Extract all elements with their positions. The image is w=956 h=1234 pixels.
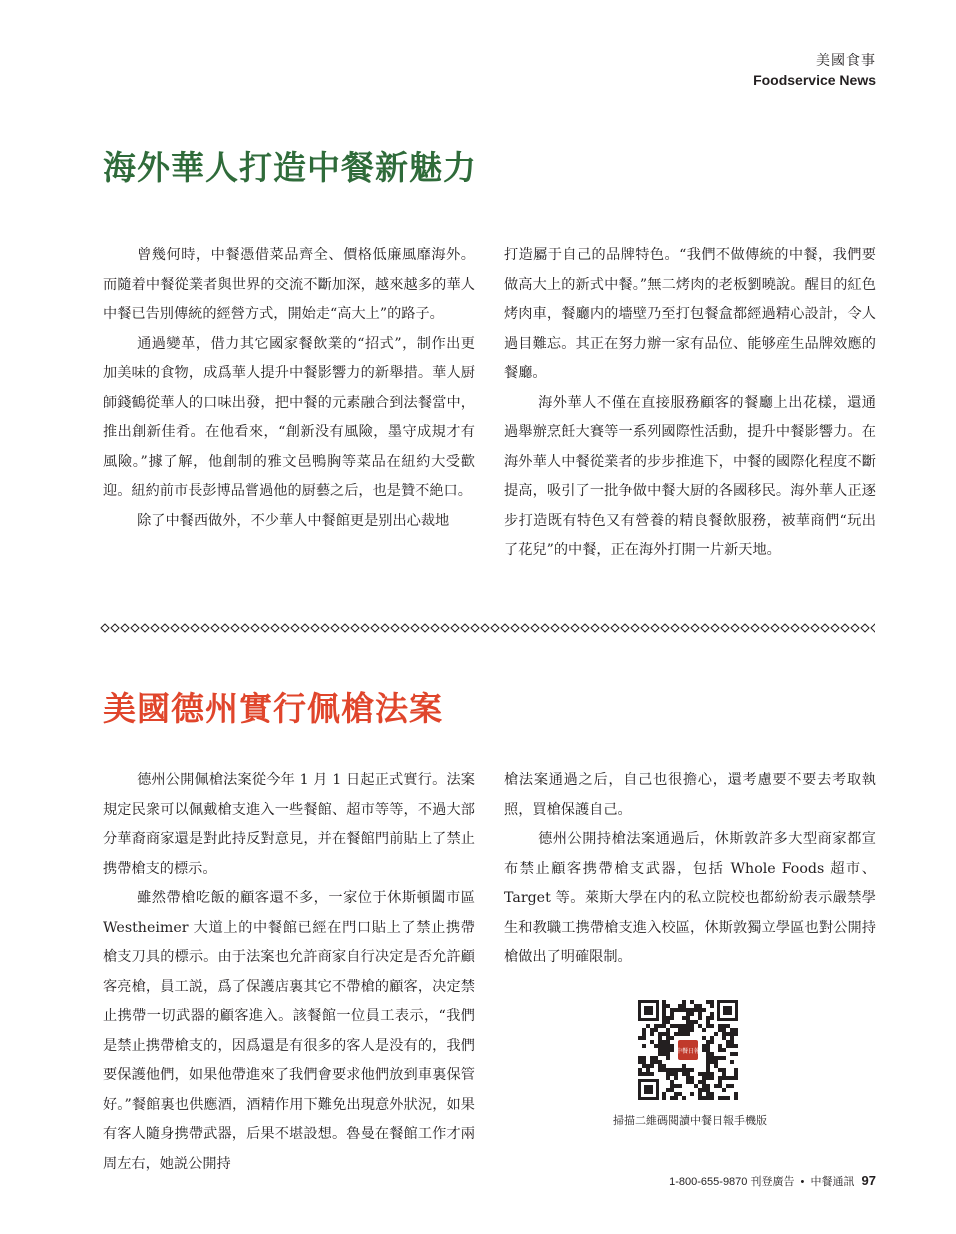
article1-paragraph: 曾幾何時，中餐憑借菜品齊全、價格低廉風靡海外。而隨着中餐從業者與世界的交流不斷加深，越來越多的華人中餐已告別傳統的經營方式，開始走“高大上”的路子。 (103, 247, 475, 322)
article2-right-column (504, 766, 876, 973)
footer-phone: 1-800-655-9870 (669, 1176, 748, 1188)
diamond-divider (100, 620, 875, 636)
section-name-en: Foodservice News (753, 72, 876, 88)
page-footer (669, 1173, 876, 1189)
article1-paragraph: 通過變革，借力其它國家餐飲業的“招式”，制作出更加美味的食物，成爲華人提升中餐影響力的新舉措。華人厨師錢鶴從華人的口味出發，把中餐的元素融合到法餐當中，推出創新佳肴。在他看來，“創新没有風險，墨守成規才有風險。”據了解，他創制的雅文邑鴨胸等菜品在紐約大受歡迎。紐約前市長彭博品嘗過他的厨藝之后，也是贊不絶口。 (103, 335, 475, 499)
qr-logo-text: 中餐日報 (675, 1048, 701, 1055)
article1-paragraph-continued: 打造屬于自己的品牌特色。“我們不做傳統的中餐，我們要做高大上的新式中餐。”無二烤肉的老板劉曉說。醒目的紅色烤肉車，餐廳内的墻壁乃至打包餐盒都經過精心設計，令人過目難忘。其正在努力辦一家有品位、能够産生品牌效應的餐廳。 (504, 247, 876, 381)
section-name-cn: 美國食事 (816, 53, 876, 69)
article1-title: 海外華人打造中餐新魅力 (103, 148, 477, 187)
article2-paragraph-continued: 槍法案通過之后，自己也很擔心，還考慮要不要去考取執照，買槍保護自己。 (504, 772, 876, 818)
article1-paragraph: 除了中餐西做外，不少華人中餐館更是别出心裁地 (137, 512, 450, 529)
footer-separator: • (800, 1176, 805, 1188)
qr-caption: 掃描二維碼閱讀中餐日報手機版 (613, 1114, 767, 1127)
article2-paragraph: 雖然帶槍吃飯的顧客還不多，一家位于休斯頓闔市區 Westheimer 大道上的中餐館已經在門口貼上了禁止携帶槍支刀具的標示。由于法案也允許商家自行决定是否允許顧客亮槍，員工説，爲了保護店裏其它不帶槍的顧客，决定禁止携帶一切武器的顧客進入。該餐館一位員工表示，“我們是禁止携帶槍支的，因爲還是有很多的客人是没有的，我們要保護他們，如果他帶進來了我們會要求他們放到車裏保管好。”餐館裏也供應酒，酒精作用下難免出現意外狀況，如果有客人隨身携帶武器，后果不堪設想。魯曼在餐館工作才兩周左右，她説公開持 (103, 890, 475, 1172)
section-header (753, 50, 876, 88)
page-number: 97 (861, 1173, 876, 1188)
article1-left-column (103, 241, 475, 536)
article2-title: 美國德州實行佩槍法案 (103, 689, 443, 728)
footer-label-ads: 刊登廣告 (750, 1176, 795, 1188)
article2-paragraph: 德州公開持槍法案通過后，休斯敦許多大型商家都宣布禁止顧客携帶槍支武器，包括 Whole Foods 超市、Target 等。萊斯大學在内的私立院校也都紛紛表示嚴禁學生和教職工携帶槍支進入校區，休斯敦獨立學區也對公開持槍做出了明確限制。 (504, 831, 876, 965)
qr-code[interactable] (638, 1000, 738, 1100)
footer-label-newsletter: 中餐通訊 (810, 1176, 855, 1188)
article2-paragraph: 德州公開佩槍法案從今年 1 月 1 日起正式實行。法案規定民衆可以佩戴槍支進入一些餐館、超市等等，不過大部分華裔商家還是對此持反對意見，并在餐館門前貼上了禁止携帶槍支的標示。 (103, 772, 475, 877)
article1-paragraph: 海外華人不僅在直接服務顧客的餐廳上出花樣，還通過舉辦烹飪大賽等一系列國際性活動，提升中餐影響力。在海外華人中餐從業者的步步推進下，中餐的國際化程度不斷提高，吸引了一批争做中餐大厨的各國移民。海外華人正逐步打造既有特色又有營養的精良餐飲服務，被華商們“玩出了花兒”的中餐，正在海外打開一片新天地。 (504, 394, 876, 558)
article1-right-column (504, 241, 876, 566)
article2-left-column (103, 766, 475, 1179)
